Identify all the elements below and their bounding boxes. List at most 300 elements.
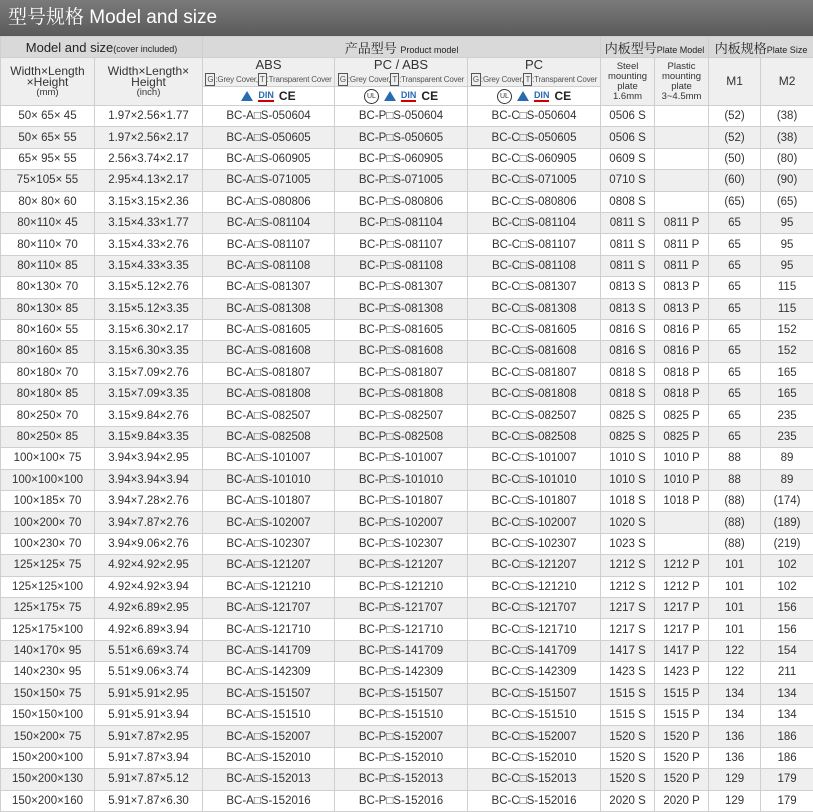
cell-mm: 75×105× 55 [1,170,95,191]
cell-mm: 50× 65× 55 [1,127,95,148]
cell-m2: 134 [761,683,813,704]
table-row [1,533,813,554]
cell-abs: BC-A□S-081808 [203,384,335,405]
cell-abs: BC-A□S-102007 [203,512,335,533]
cell-m1: (60) [709,170,761,191]
table-row [1,491,813,512]
cell-pcabs: BC-P□S-050605 [335,127,468,148]
cell-m1: 101 [709,555,761,576]
cell-m1: 65 [709,319,761,340]
cell-pcabs: BC-P□S-050604 [335,106,468,127]
cell-pcabs: BC-P□S-151510 [335,704,468,725]
cell-steel: 1020 S [601,512,655,533]
cell-mm: 150×200×130 [1,769,95,790]
cell-plastic [655,148,709,169]
cell-inch: 3.15×9.84×3.35 [95,426,203,447]
cell-m1: 65 [709,277,761,298]
cell-abs: BC-A□S-121710 [203,619,335,640]
cell-pcabs: BC-P□S-152007 [335,726,468,747]
cell-pc: BC-C□S-082507 [468,405,601,426]
cell-m1: 136 [709,747,761,768]
cell-pc: BC-C□S-102307 [468,533,601,554]
cell-inch: 2.95×4.13×2.17 [95,170,203,191]
abs-certs [203,87,335,106]
cell-plastic: 1010 P [655,469,709,490]
cell-plastic: 0818 P [655,384,709,405]
cell-pc: BC-C□S-152007 [468,726,601,747]
cell-steel: 1212 S [601,555,655,576]
cell-abs: BC-A□S-101807 [203,491,335,512]
cell-plastic: 1520 P [655,769,709,790]
cell-pc: BC-C□S-082508 [468,426,601,447]
cell-abs: BC-A□S-142309 [203,662,335,683]
cell-pcabs: BC-P□S-081608 [335,341,468,362]
table-row [1,704,813,725]
tuv-icon [384,91,396,101]
cell-pcabs: BC-P□S-152010 [335,747,468,768]
plastic-plate-header: Plastic mounting plate 3~4.5mm [655,58,709,106]
cell-mm: 80×180× 70 [1,362,95,383]
cell-m2: (80) [761,148,813,169]
cell-m2: 186 [761,726,813,747]
table-row [1,362,813,383]
table-row [1,127,813,148]
cell-pc: BC-C□S-050604 [468,106,601,127]
ul-icon: UL [364,89,379,104]
cell-mm: 80×250× 70 [1,405,95,426]
cell-inch: 3.15×6.30×2.17 [95,319,203,340]
cell-pcabs: BC-P□S-081104 [335,212,468,233]
cell-inch: 3.15×7.09×3.35 [95,384,203,405]
cell-m2: 235 [761,426,813,447]
cell-plastic: 2020 P [655,790,709,811]
cell-pc: BC-C□S-081307 [468,277,601,298]
cell-steel: 0818 S [601,384,655,405]
cell-pc: BC-C□S-101807 [468,491,601,512]
cell-abs: BC-A□S-050605 [203,127,335,148]
cell-mm: 80×110× 45 [1,212,95,233]
ce-icon: CE [421,89,438,103]
din-icon: DIN [258,90,274,102]
cell-mm: 80×180× 85 [1,384,95,405]
cell-plastic [655,106,709,127]
cell-plastic: 0811 P [655,212,709,233]
cell-mm: 140×170× 95 [1,640,95,661]
cell-m1: 65 [709,426,761,447]
cell-steel: 0710 S [601,170,655,191]
cell-inch: 3.94×7.28×2.76 [95,491,203,512]
cell-mm: 65× 95× 55 [1,148,95,169]
cover-note: G :Grey Cover, T :Transparent Cover [335,73,467,86]
cell-pc: BC-C□S-102007 [468,512,601,533]
cell-abs: BC-A□S-152013 [203,769,335,790]
cell-steel: 0506 S [601,106,655,127]
cell-m2: (189) [761,512,813,533]
cell-inch: 2.56×3.74×2.17 [95,148,203,169]
table-row [1,298,813,319]
cell-pc: BC-C□S-141709 [468,640,601,661]
cell-inch: 5.91×5.91×3.94 [95,704,203,725]
cell-mm: 80×130× 85 [1,298,95,319]
cell-pc: BC-C□S-081308 [468,298,601,319]
cell-steel: 0816 S [601,341,655,362]
cell-pc: BC-C□S-151507 [468,683,601,704]
cell-pcabs: BC-P□S-081605 [335,319,468,340]
cell-inch: 3.15×5.12×2.76 [95,277,203,298]
table-row [1,597,813,618]
m2-header: M2 [761,58,813,106]
abs-header: ABS G :Grey Cover, T :Transparent Cover [203,58,335,87]
cell-plastic: 1217 P [655,597,709,618]
cell-m2: 152 [761,341,813,362]
table-row [1,790,813,811]
cell-mm: 100×185× 70 [1,491,95,512]
cell-pc: BC-C□S-081108 [468,255,601,276]
cell-mm: 80×160× 85 [1,341,95,362]
cell-m1: 65 [709,234,761,255]
cell-m2: 165 [761,384,813,405]
cell-mm: 100×100×100 [1,469,95,490]
cell-m2: 165 [761,362,813,383]
cell-steel: 1520 S [601,726,655,747]
cell-pcabs: BC-P□S-152016 [335,790,468,811]
cell-inch: 3.15×3.15×2.36 [95,191,203,212]
cell-m1: 129 [709,790,761,811]
cell-abs: BC-A□S-081307 [203,277,335,298]
cell-m1: (52) [709,106,761,127]
cell-pc: BC-C□S-121210 [468,576,601,597]
cell-m2: (90) [761,170,813,191]
cell-m2: 152 [761,319,813,340]
cell-pc: BC-C□S-081104 [468,212,601,233]
cell-m1: 129 [709,769,761,790]
cell-steel: 0811 S [601,212,655,233]
cell-inch: 3.15×6.30×3.35 [95,341,203,362]
cell-mm: 150×200× 75 [1,726,95,747]
cell-pc: BC-C□S-142309 [468,662,601,683]
cover-note: G :Grey Cover, T :Transparent Cover [203,73,334,86]
cell-m2: 102 [761,576,813,597]
cell-m1: 136 [709,726,761,747]
tuv-icon [241,91,253,101]
cell-abs: BC-A□S-081104 [203,212,335,233]
cell-abs: BC-A□S-050604 [203,106,335,127]
cell-abs: BC-A□S-102307 [203,533,335,554]
cell-mm: 50× 65× 45 [1,106,95,127]
cell-m2: 186 [761,747,813,768]
cell-m1: 88 [709,448,761,469]
cell-steel: 0808 S [601,191,655,212]
cell-steel: 1212 S [601,576,655,597]
cell-pc: BC-C□S-121707 [468,597,601,618]
cell-plastic: 0813 P [655,298,709,319]
cell-steel: 1515 S [601,704,655,725]
table-row [1,576,813,597]
cell-abs: BC-A□S-060905 [203,148,335,169]
cell-pcabs: BC-P□S-082508 [335,426,468,447]
cell-plastic: 0816 P [655,341,709,362]
dim-inch-header: Width×Length× Height (inch) [95,58,203,106]
cell-mm: 100×230× 70 [1,533,95,554]
cell-plastic: 1423 P [655,662,709,683]
cell-m1: 134 [709,704,761,725]
cell-pc: BC-C□S-081808 [468,384,601,405]
cell-mm: 150×150×100 [1,704,95,725]
cell-steel: 0811 S [601,234,655,255]
cell-inch: 5.91×7.87×2.95 [95,726,203,747]
cell-pcabs: BC-P□S-121710 [335,619,468,640]
cell-pc: BC-C□S-151510 [468,704,601,725]
cell-abs: BC-A□S-121207 [203,555,335,576]
cell-m1: 101 [709,576,761,597]
cell-m2: (38) [761,127,813,148]
cover-note: G :Grey Cover, T :Transparent Cover [468,73,600,86]
cell-pc: BC-C□S-050605 [468,127,601,148]
cell-inch: 3.15×4.33×2.76 [95,234,203,255]
cell-abs: BC-A□S-152007 [203,726,335,747]
cell-plastic: 0825 P [655,426,709,447]
cell-pc: BC-C□S-081605 [468,319,601,340]
cell-m1: 65 [709,362,761,383]
cell-m2: 156 [761,619,813,640]
cell-pcabs: BC-P□S-081107 [335,234,468,255]
table-row [1,726,813,747]
cell-plastic: 1520 P [655,747,709,768]
cell-mm: 80×250× 85 [1,426,95,447]
cell-plastic: 0816 P [655,319,709,340]
table-row [1,426,813,447]
table-row [1,277,813,298]
cell-pc: BC-C□S-081107 [468,234,601,255]
cell-inch: 5.91×5.91×2.95 [95,683,203,704]
cell-inch: 5.51×9.06×3.74 [95,662,203,683]
cell-inch: 5.51×6.69×3.74 [95,640,203,661]
cell-pcabs: BC-P□S-081307 [335,277,468,298]
cell-abs: BC-A□S-152010 [203,747,335,768]
cell-pc: BC-C□S-101010 [468,469,601,490]
cell-m2: 95 [761,234,813,255]
cell-plastic: 1212 P [655,555,709,576]
cell-pcabs: BC-P□S-081108 [335,255,468,276]
cell-mm: 80×160× 55 [1,319,95,340]
cell-inch: 5.91×7.87×5.12 [95,769,203,790]
header-row-2 [1,58,813,87]
cell-plastic: 1010 P [655,448,709,469]
table-body [1,106,813,812]
table-row [1,255,813,276]
cell-mm: 125×175× 75 [1,597,95,618]
cell-inch: 3.15×5.12×3.35 [95,298,203,319]
cell-inch: 3.94×9.06×2.76 [95,533,203,554]
cell-pcabs: BC-P□S-152013 [335,769,468,790]
cell-steel: 1515 S [601,683,655,704]
cell-abs: BC-A□S-152016 [203,790,335,811]
cell-m1: 122 [709,662,761,683]
cell-m1: 65 [709,212,761,233]
cell-abs: BC-A□S-081605 [203,319,335,340]
cell-pcabs: BC-P□S-101010 [335,469,468,490]
cell-abs: BC-A□S-081108 [203,255,335,276]
table-row [1,683,813,704]
table-row [1,341,813,362]
cell-pcabs: BC-P□S-082507 [335,405,468,426]
cell-mm: 80×110× 85 [1,255,95,276]
cell-steel: 0816 S [601,319,655,340]
cell-inch: 4.92×6.89×2.95 [95,597,203,618]
cell-steel: 1018 S [601,491,655,512]
cell-steel: 1520 S [601,747,655,768]
cell-plastic [655,191,709,212]
model-size-header: Model and size(cover included) [1,37,203,58]
din-icon: DIN [534,90,550,102]
cell-abs: BC-A□S-151507 [203,683,335,704]
cell-plastic: 0811 P [655,255,709,276]
cell-abs: BC-A□S-141709 [203,640,335,661]
cell-m2: 156 [761,597,813,618]
cell-plastic: 1417 P [655,640,709,661]
cell-mm: 150×200×160 [1,790,95,811]
cell-steel: 1023 S [601,533,655,554]
cell-m2: 115 [761,298,813,319]
cell-steel: 1423 S [601,662,655,683]
cell-abs: BC-A□S-121707 [203,597,335,618]
cell-inch: 1.97×2.56×1.77 [95,106,203,127]
cell-steel: 0813 S [601,298,655,319]
cell-plastic: 1212 P [655,576,709,597]
cell-m2: (174) [761,491,813,512]
table-row [1,448,813,469]
cell-mm: 100×100× 75 [1,448,95,469]
table-row [1,234,813,255]
cell-steel: 2020 S [601,790,655,811]
cell-inch: 4.92×4.92×2.95 [95,555,203,576]
cell-pcabs: BC-P□S-071005 [335,170,468,191]
cell-inch: 1.97×2.56×2.17 [95,127,203,148]
cell-pc: BC-C□S-101007 [468,448,601,469]
cell-plastic [655,512,709,533]
cell-abs: BC-A□S-081807 [203,362,335,383]
table-row [1,319,813,340]
dim-mm-header: Width×Length ×Height (mm) [1,58,95,106]
ul-icon: UL [497,89,512,104]
cell-abs: BC-A□S-101007 [203,448,335,469]
cell-pcabs: BC-P□S-121210 [335,576,468,597]
cell-steel: 1520 S [601,769,655,790]
cell-pcabs: BC-P□S-081308 [335,298,468,319]
cell-steel: 0825 S [601,426,655,447]
cell-m1: 134 [709,683,761,704]
cell-plastic: 1018 P [655,491,709,512]
cell-inch: 3.94×3.94×2.95 [95,448,203,469]
cell-m1: 101 [709,619,761,640]
table-row [1,512,813,533]
cell-plastic [655,170,709,191]
cell-m1: 65 [709,255,761,276]
cell-plastic: 1515 P [655,683,709,704]
cell-inch: 4.92×4.92×3.94 [95,576,203,597]
cell-plastic [655,127,709,148]
cell-mm: 100×200× 70 [1,512,95,533]
cell-m1: 122 [709,640,761,661]
cell-abs: BC-A□S-121210 [203,576,335,597]
cell-mm: 80× 80× 60 [1,191,95,212]
cell-m1: 65 [709,405,761,426]
cell-abs: BC-A□S-080806 [203,191,335,212]
cell-m2: 95 [761,255,813,276]
cell-inch: 3.94×7.87×2.76 [95,512,203,533]
cell-pc: BC-C□S-081807 [468,362,601,383]
cell-m2: 102 [761,555,813,576]
cell-pc: BC-C□S-060905 [468,148,601,169]
cell-abs: BC-A□S-081107 [203,234,335,255]
cell-m2: 89 [761,448,813,469]
cell-inch: 3.15×9.84×2.76 [95,405,203,426]
cell-m2: 235 [761,405,813,426]
table-row [1,191,813,212]
cell-abs: BC-A□S-081608 [203,341,335,362]
cell-inch: 3.15×4.33×1.77 [95,212,203,233]
cell-steel: 0811 S [601,255,655,276]
cell-mm: 80×110× 70 [1,234,95,255]
cell-pcabs: BC-P□S-081808 [335,384,468,405]
cell-pc: BC-C□S-071005 [468,170,601,191]
cell-inch: 5.91×7.87×6.30 [95,790,203,811]
cell-steel: 1417 S [601,640,655,661]
cell-pcabs: BC-P□S-151507 [335,683,468,704]
cell-mm: 125×125×100 [1,576,95,597]
cell-m2: 211 [761,662,813,683]
table-row [1,212,813,233]
cell-pcabs: BC-P□S-081807 [335,362,468,383]
cell-pcabs: BC-P□S-080806 [335,191,468,212]
cell-pcabs: BC-P□S-102007 [335,512,468,533]
cell-m1: (65) [709,191,761,212]
cell-abs: BC-A□S-151510 [203,704,335,725]
cell-pc: BC-C□S-152016 [468,790,601,811]
cell-abs: BC-A□S-081308 [203,298,335,319]
cell-m1: (88) [709,533,761,554]
table-row [1,662,813,683]
cell-m2: (219) [761,533,813,554]
cell-m2: (65) [761,191,813,212]
cell-pcabs: BC-P□S-060905 [335,148,468,169]
pcabs-header: PC / ABS G :Grey Cover, T :Transparent Cover [335,58,468,87]
cell-m1: 65 [709,384,761,405]
cell-steel: 0818 S [601,362,655,383]
cell-m1: 65 [709,298,761,319]
cell-pcabs: BC-P□S-142309 [335,662,468,683]
model-size-table [0,36,813,812]
table-row [1,384,813,405]
pcabs-certs [335,87,468,106]
cell-plastic [655,533,709,554]
steel-plate-header: Steel mounting plate 1.6mm [601,58,655,106]
cell-m2: 89 [761,469,813,490]
cell-m2: 134 [761,704,813,725]
pc-header: PC G :Grey Cover, T :Transparent Cover [468,58,601,87]
cell-m1: (88) [709,512,761,533]
cell-m1: (52) [709,127,761,148]
cell-plastic: 0825 P [655,405,709,426]
cell-m2: 95 [761,212,813,233]
cell-steel: 0506 S [601,127,655,148]
cell-pcabs: BC-P□S-141709 [335,640,468,661]
cell-inch: 3.15×4.33×3.35 [95,255,203,276]
table-row [1,619,813,640]
ce-icon: CE [279,89,296,103]
cell-mm: 125×175×100 [1,619,95,640]
cell-m1: 88 [709,469,761,490]
